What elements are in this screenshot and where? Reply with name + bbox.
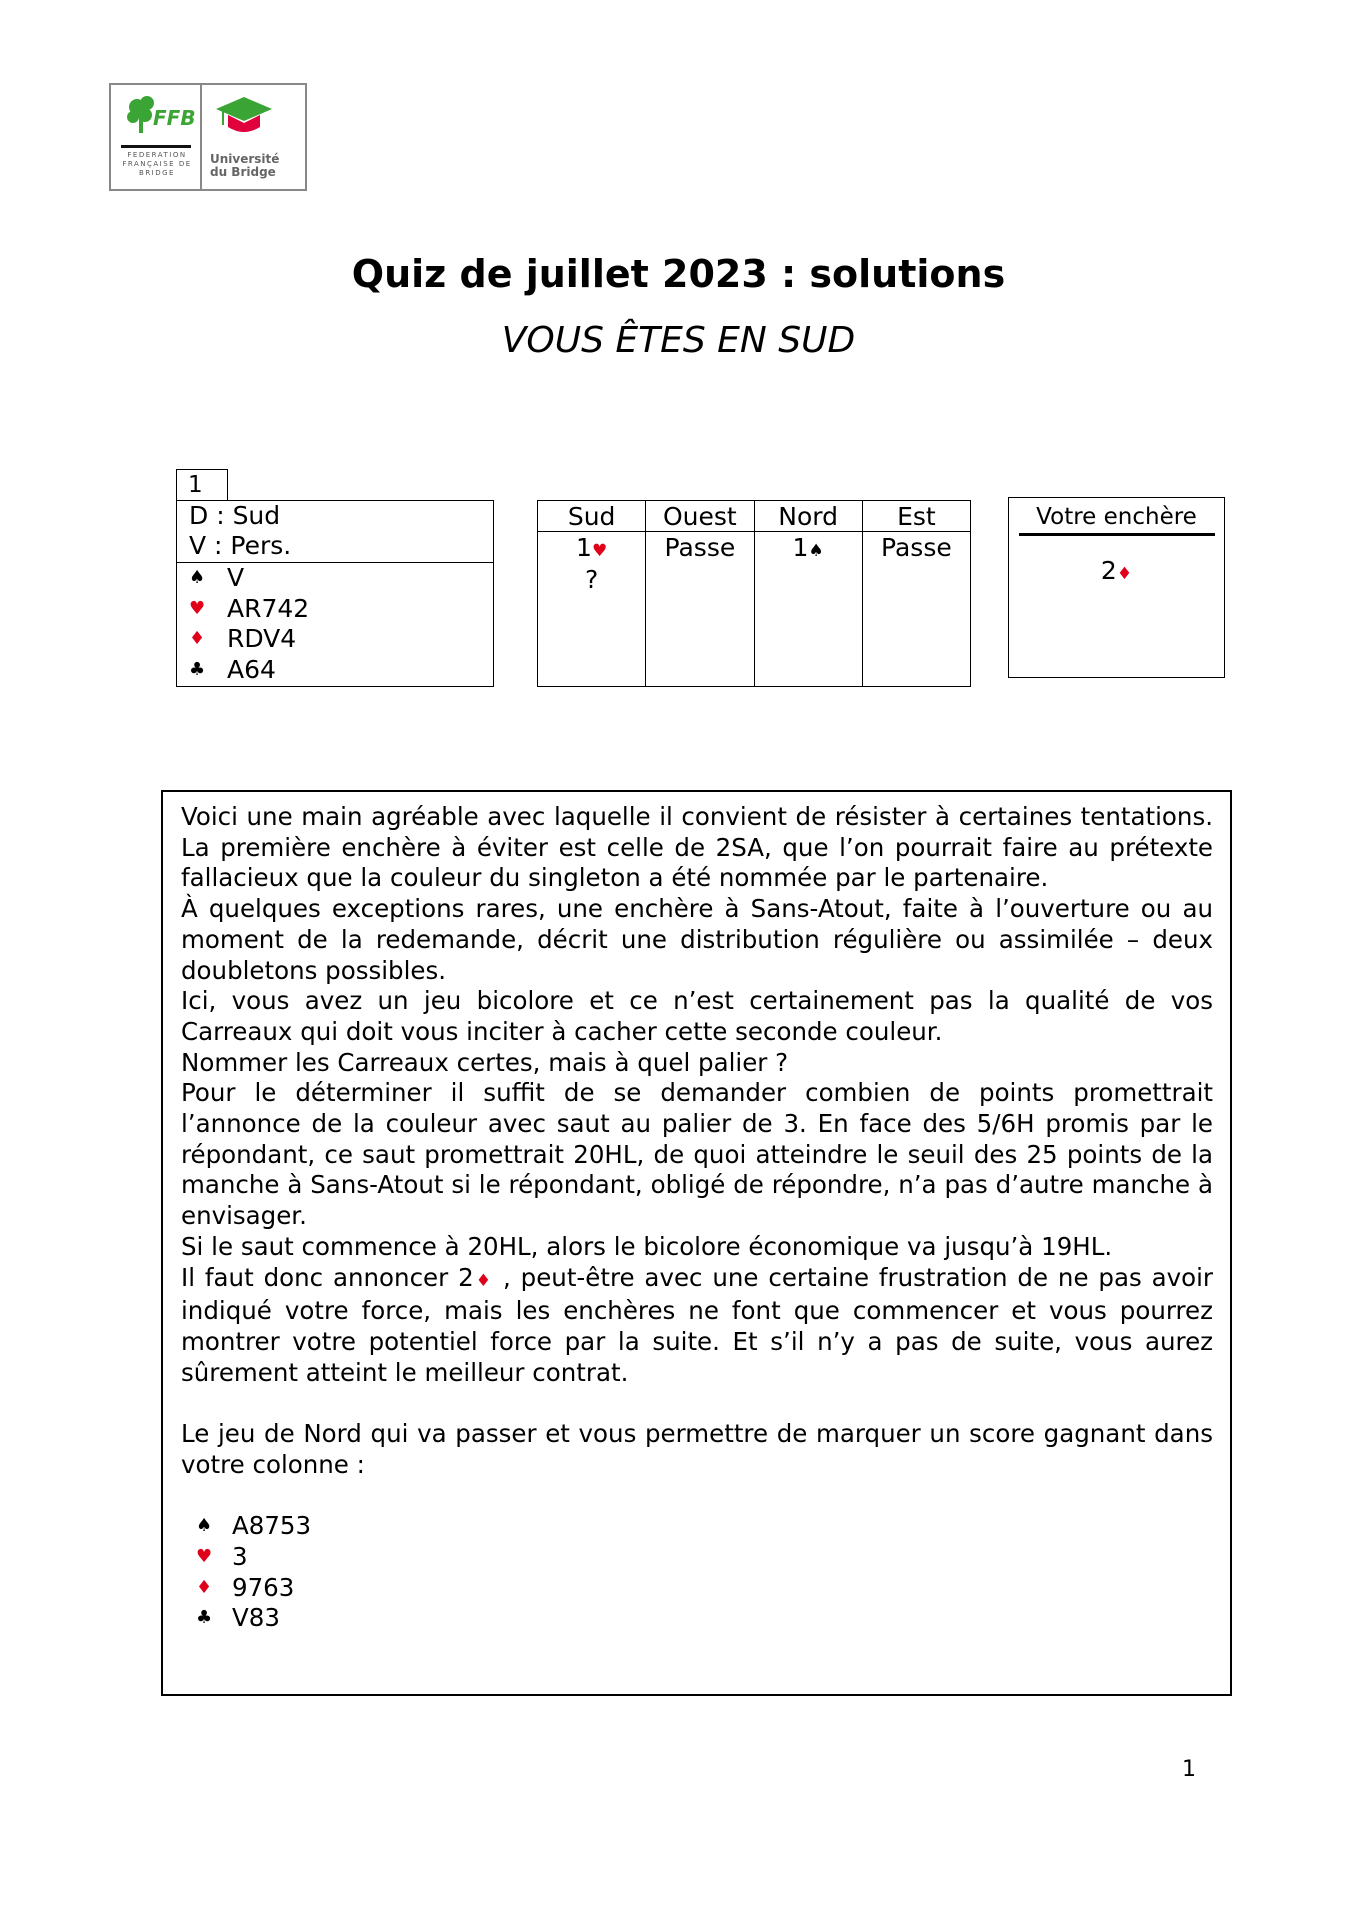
ffb-logo <box>109 83 307 191</box>
north-hand-row-spades <box>181 1511 1213 1542</box>
answer-level: 2 <box>1100 556 1117 585</box>
bidding-header: Est <box>863 501 970 532</box>
deal-meta <box>177 501 493 563</box>
ffb-rule <box>121 145 191 148</box>
diamond-icon: ♦ <box>196 1576 213 1598</box>
north-hand-cards: 3 <box>232 1541 248 1571</box>
heart-icon: ♥ <box>591 541 608 561</box>
explanation-paragraph: Voici une main agréable avec laquelle il convient de résister à certaines tentations. La première enchère à éviter est celle de 2SA, que l’on pourrait faire au prétexte fallacieux que la couleur du singleton a été nommée par le partenaire. <box>181 802 1213 893</box>
bidding-col-north <box>755 501 863 686</box>
club-icon: ♣ <box>196 1607 213 1629</box>
hand-cards: V <box>227 563 245 592</box>
ffb-emblem <box>111 85 202 189</box>
diamond-icon: ♦ <box>189 628 206 649</box>
explanation-paragraph: Nommer les Carreaux certes, mais à quel palier ? <box>181 1047 789 1077</box>
heart-icon: ♥ <box>189 597 206 619</box>
hand-row-spades <box>177 563 493 594</box>
bid-level: 1 <box>576 533 592 562</box>
dealer-label: D : Sud <box>189 501 281 530</box>
explanation-paragraph <box>181 1263 1213 1389</box>
bidding-col-east <box>863 501 970 686</box>
page-subtitle: VOUS ÊTES EN SUD <box>501 320 856 361</box>
north-hand-row-hearts <box>181 1542 1213 1573</box>
universite-emblem <box>202 85 305 189</box>
south-hand-box <box>176 500 494 687</box>
hand-row-clubs <box>177 655 493 686</box>
diamond-icon: ♦ <box>473 1270 494 1291</box>
explanation-paragraph: Pour le déterminer il suffit de se demander combien de points promettrait l’annonce de la couleur avec saut au palier de 3. En face des 5/6H promis par le répondant, ce saut promettrait 20HL, de quoi atteindre le seuil des 25 points de la manche à Sans-Atout si le répondant, obligé de répondre, n’a pas d’autre manche à envisager. <box>181 1078 1213 1231</box>
answer-bid <box>1009 556 1224 585</box>
answer-divider <box>1019 533 1215 536</box>
bidding-col-south <box>538 501 646 686</box>
explanation-text: , peut-être avec une certaine frustration de ne pas avoir indiqué votre force, mais les enchères ne font que commencer et vous pourrez montrer votre potentiel force par la suite. Et s’il n’y a pas de suite, vous aurez sûrement atteint le meilleur contrat. <box>181 1262 1213 1387</box>
universite-line2: du Bridge <box>210 165 276 179</box>
explanation-paragraph: À quelques exceptions rares, une enchère à Sans-Atout, faite à l’ouverture ou au moment de la redemande, décrit une distribution régulière ou assimilée – deux doubletons possibles. <box>181 894 1213 985</box>
vulnerability-label: V : Pers. <box>189 531 292 560</box>
bid-cell: Passe <box>881 533 952 562</box>
spacer <box>181 1388 1213 1419</box>
hand-row-diamonds <box>177 624 493 655</box>
north-hand-cards: A8753 <box>232 1511 312 1541</box>
bid-cell: Passe <box>664 533 736 562</box>
universite-text <box>210 153 300 179</box>
bidding-header: Nord <box>755 501 862 532</box>
hand-cards: AR742 <box>227 593 310 623</box>
north-hand-row-diamonds <box>181 1573 1213 1604</box>
page-number: 1 <box>1182 1757 1196 1782</box>
spade-icon: ♠ <box>808 541 824 561</box>
explanation-paragraph: Le jeu de Nord qui va passer et vous permettre de marquer un score gagnant dans votre colonne : <box>181 1419 1213 1479</box>
bidding-header: Sud <box>538 501 645 532</box>
north-hand-cards: 9763 <box>232 1572 295 1602</box>
hand-row-hearts <box>177 594 493 625</box>
hand-cards: RDV4 <box>227 624 297 653</box>
club-icon: ♣ <box>189 658 206 680</box>
bid-cell: ? <box>584 565 599 594</box>
universite-line1: Université <box>210 152 280 166</box>
spacer <box>181 1480 1213 1511</box>
spade-icon: ♠ <box>189 567 206 588</box>
svg-text:FFB: FFB <box>153 106 196 130</box>
bidding-col-west <box>646 501 754 686</box>
deal-number: 1 <box>176 469 228 501</box>
answer-label: Votre enchère <box>1036 504 1197 530</box>
bidding-header: Ouest <box>646 501 753 532</box>
ffb-tree-icon <box>125 95 196 135</box>
bid-cell <box>538 532 645 564</box>
spade-icon: ♠ <box>196 1515 213 1537</box>
north-hand-cards: V83 <box>232 1603 280 1633</box>
explanation-box <box>161 790 1232 1696</box>
diamond-icon: ♦ <box>1116 564 1133 584</box>
explanation-text: Il faut donc annoncer 2 <box>181 1262 474 1292</box>
explanation-paragraph: Ici, vous avez un jeu bicolore et ce n’est certainement pas la qualité de vos Carreaux qui doit vous inciter à cacher cette seconde couleur. <box>181 986 1213 1046</box>
bid-level: 1 <box>792 533 809 562</box>
bidding-table <box>537 500 971 687</box>
north-hand-row-clubs <box>181 1603 1213 1634</box>
bid-cell <box>755 532 862 564</box>
graduation-cap-icon <box>214 95 274 141</box>
explanation-paragraph: Si le saut commence à 20HL, alors le bicolore économique va jusqu’à 19HL. <box>181 1231 1113 1261</box>
hand-cards: A64 <box>227 654 276 684</box>
page-title: Quiz de juillet 2023 : solutions <box>351 252 1006 296</box>
heart-icon: ♥ <box>196 1545 213 1567</box>
ffb-subtitle: FEDERATION FRANÇAISE DE BRIDGE <box>122 151 192 177</box>
answer-box <box>1008 497 1225 678</box>
